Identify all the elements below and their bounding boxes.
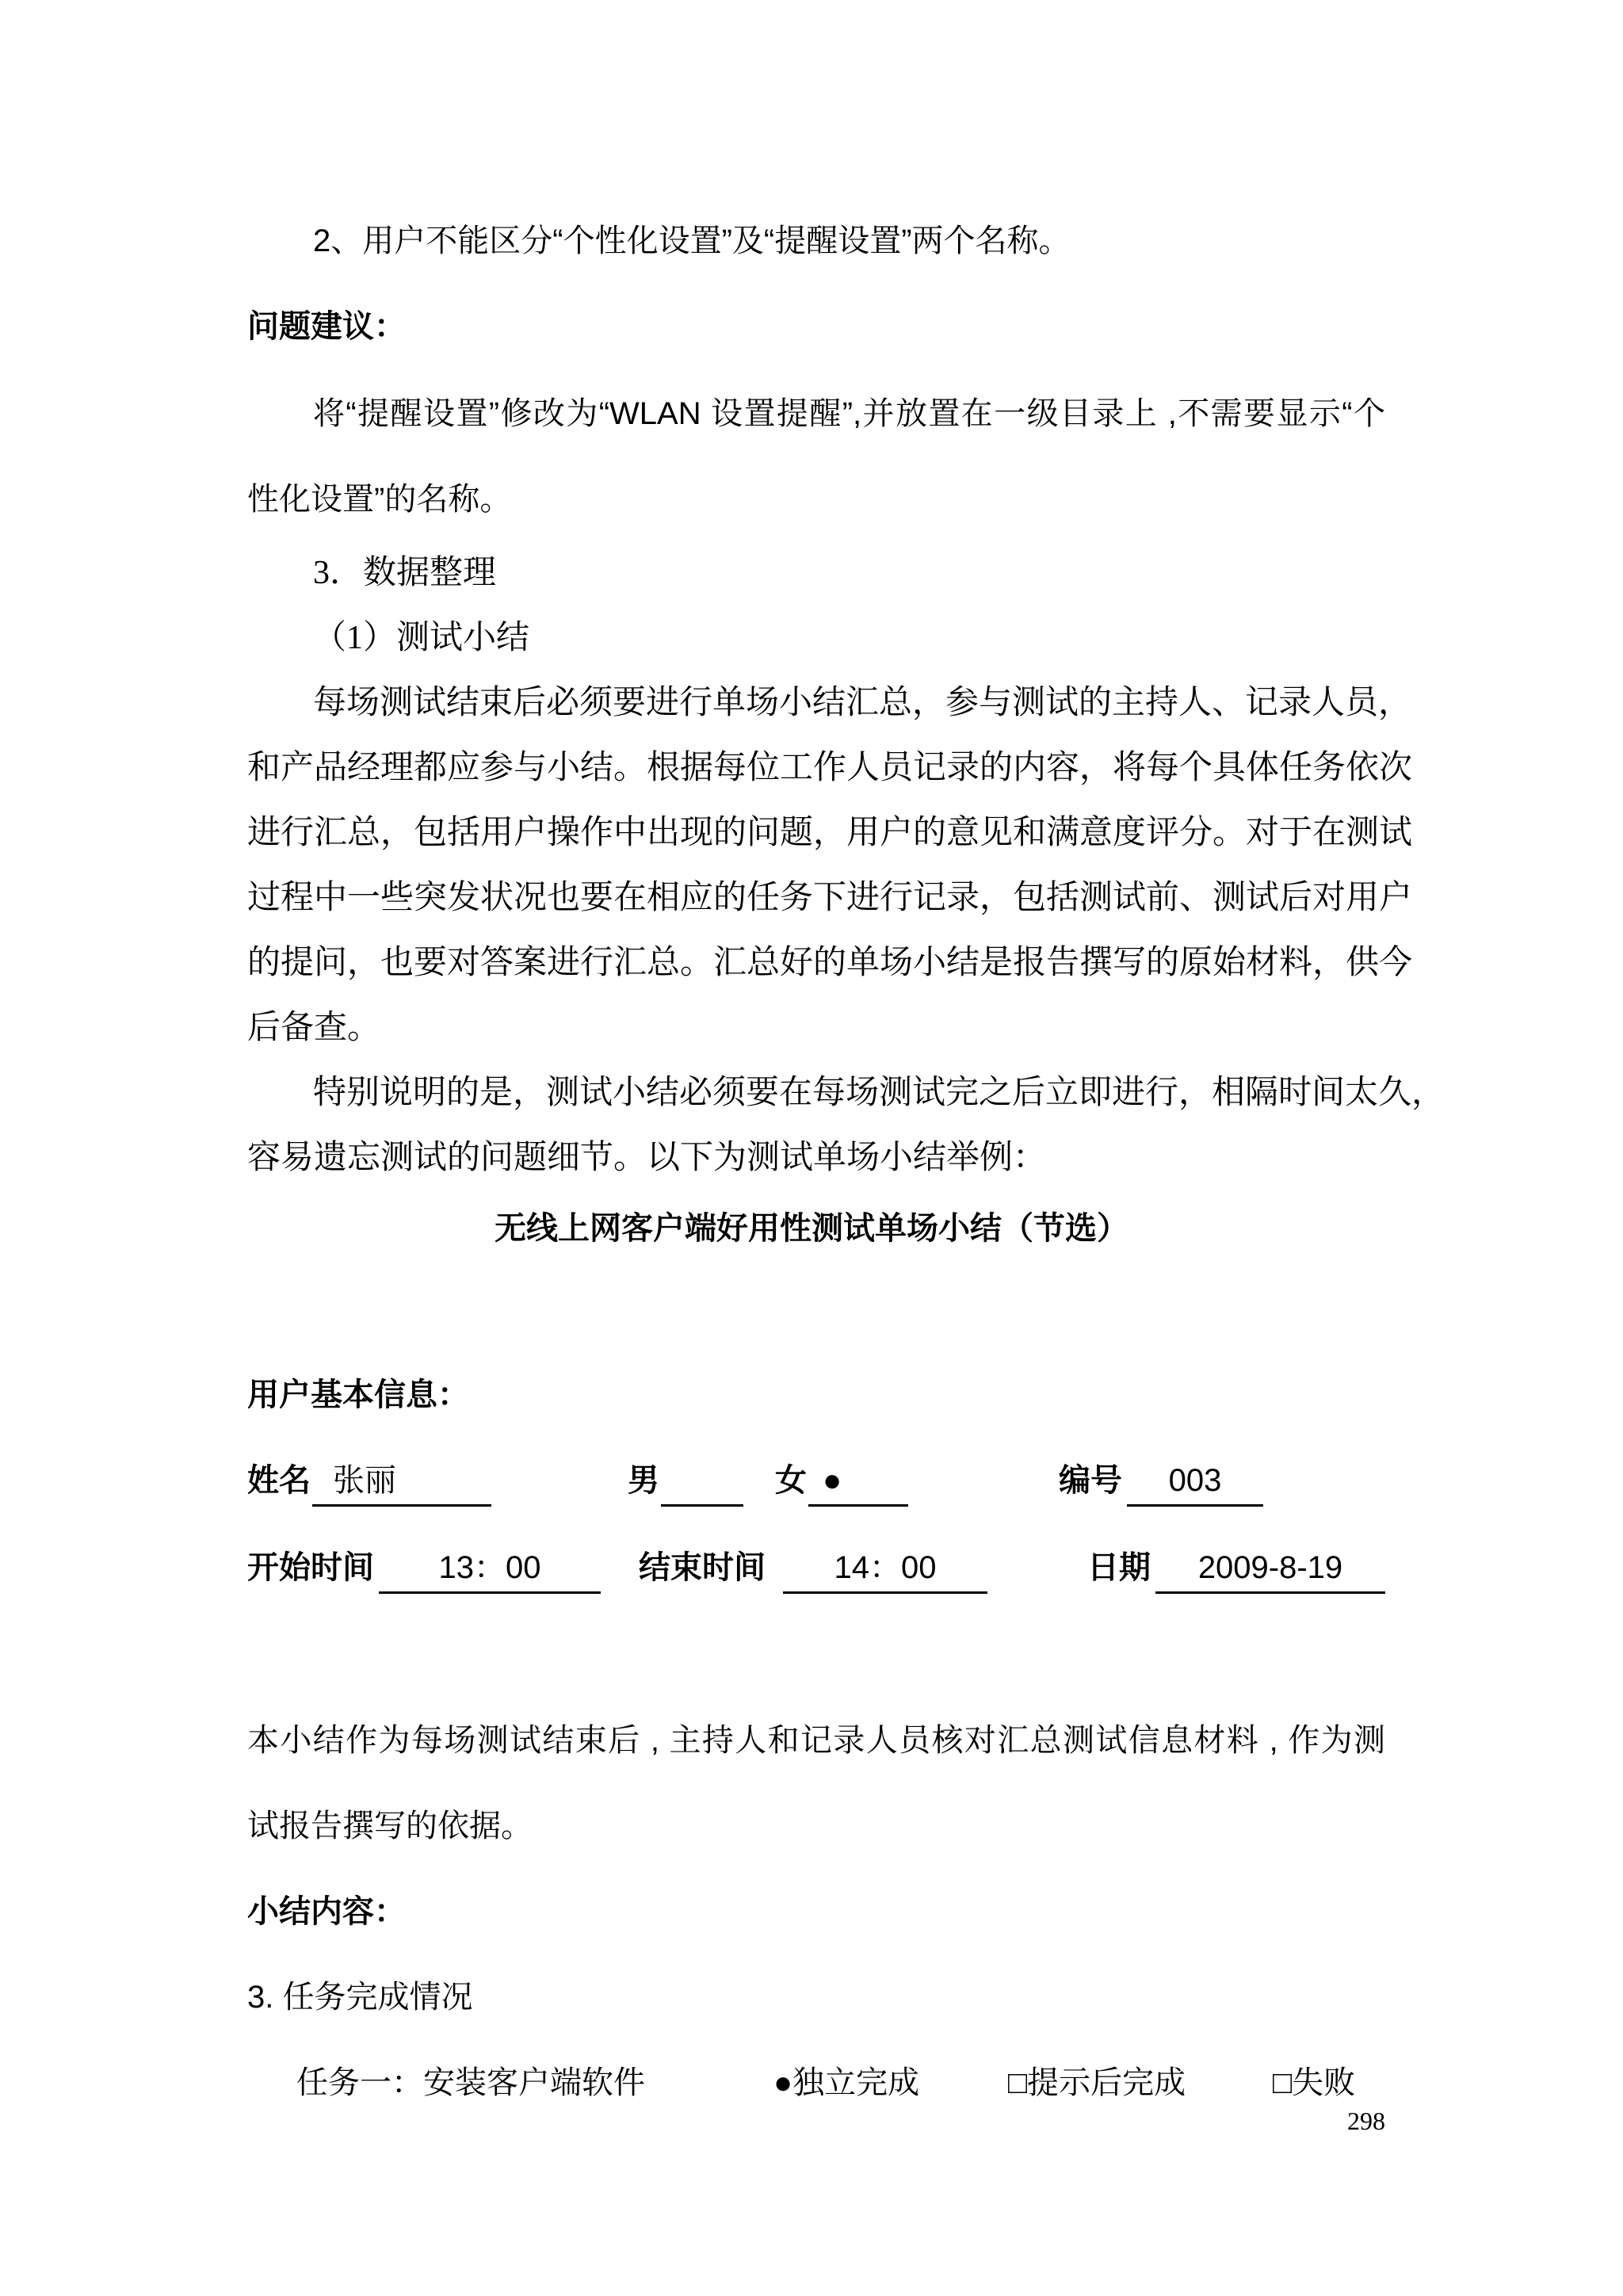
user-info-row-2 [247,1552,1385,1596]
task-section-heading: 3. 任务完成情况 [247,1980,473,2015]
note-line-2: 试报告撰写的依据。 [247,1809,533,1843]
note-line-1: 本小结作为每场测试结束后 , 主持人和记录人员核对汇总测试信息材料 , 作为测 [247,1723,1385,1758]
name-value [312,1465,491,1507]
para2-line-2: 容易遗忘测试的问题细节。以下为测试单场小结举例： [247,1140,1047,1176]
suggestion-heading: 问题建议： [247,309,406,344]
task-row [0,2067,1623,2107]
para1-line-1: 每场测试结束后必须要进行单场小结汇总，参与测试的主持人、记录人员， [313,685,1412,721]
option-hinted: □提示后完成 [1008,2065,1186,2100]
male-label: 男 [628,1463,659,1498]
para1-line-6: 后备查。 [247,1010,381,1046]
option-failed: □失败 [1273,2065,1356,2100]
end-time-label: 结束时间 [639,1550,766,1585]
para1-line-5: 的提问，也要对答案进行汇总。汇总好的单场小结是报告撰写的原始材料，供今 [247,945,1413,981]
summary-title: 无线上网客户端好用性测试单场小结（节选） [495,1211,1128,1246]
para1-line-2: 和产品经理都应参与小结。根据每位工作人员记录的内容，将每个具体任务依次 [247,750,1413,786]
content-heading: 小结内容： [247,1894,406,1929]
id-value: 003 [1127,1465,1263,1507]
female-label: 女 [775,1463,807,1498]
id-label: 编号 [1059,1463,1122,1498]
item-2-text: 2、用户不能区分“个性化设置”及“提醒设置”两个名称。 [313,223,1071,258]
male-value [661,1465,743,1507]
user-info-heading: 用户基本信息： [247,1377,469,1412]
name-label: 姓名 [247,1463,311,1498]
name-value-text: 张丽 [333,1463,396,1498]
date-label: 日期 [1087,1550,1151,1585]
female-value [808,1465,908,1507]
task-1-label: 任务一：安装客户端软件 [296,2065,645,2100]
suggestion-line-1: 将“提醒设置”修改为“WLAN 设置提醒”,并放置在一级目录上 ,不需要显示“个 [313,396,1385,431]
user-info-row-1 [247,1465,1385,1509]
date-value: 2009-8-19 [1155,1552,1385,1594]
suggestion-line-2: 性化设置”的名称。 [247,482,512,517]
end-time-value: 14：00 [783,1552,987,1594]
start-time-value: 13：00 [379,1552,601,1594]
female-value-text: ● [823,1463,842,1498]
section-heading: 3．数据整理 [313,555,497,591]
page-number: 298 [1347,2107,1385,2135]
para1-line-3: 进行汇总，包括用户操作中出现的问题，用户的意见和满意度评分。对于在测试 [247,815,1413,851]
start-time-label: 开始时间 [247,1550,374,1585]
option-independent: ●独立完成 [773,2065,920,2100]
section-subheading: （1）测试小结 [313,620,530,656]
para2-line-1: 特别说明的是，测试小结必须要在每场测试完之后立即进行，相隔时间太久， [313,1075,1445,1111]
para1-line-4: 过程中一些突发状况也要在相应的任务下进行记录，包括测试前、测试后对用户 [247,880,1413,916]
